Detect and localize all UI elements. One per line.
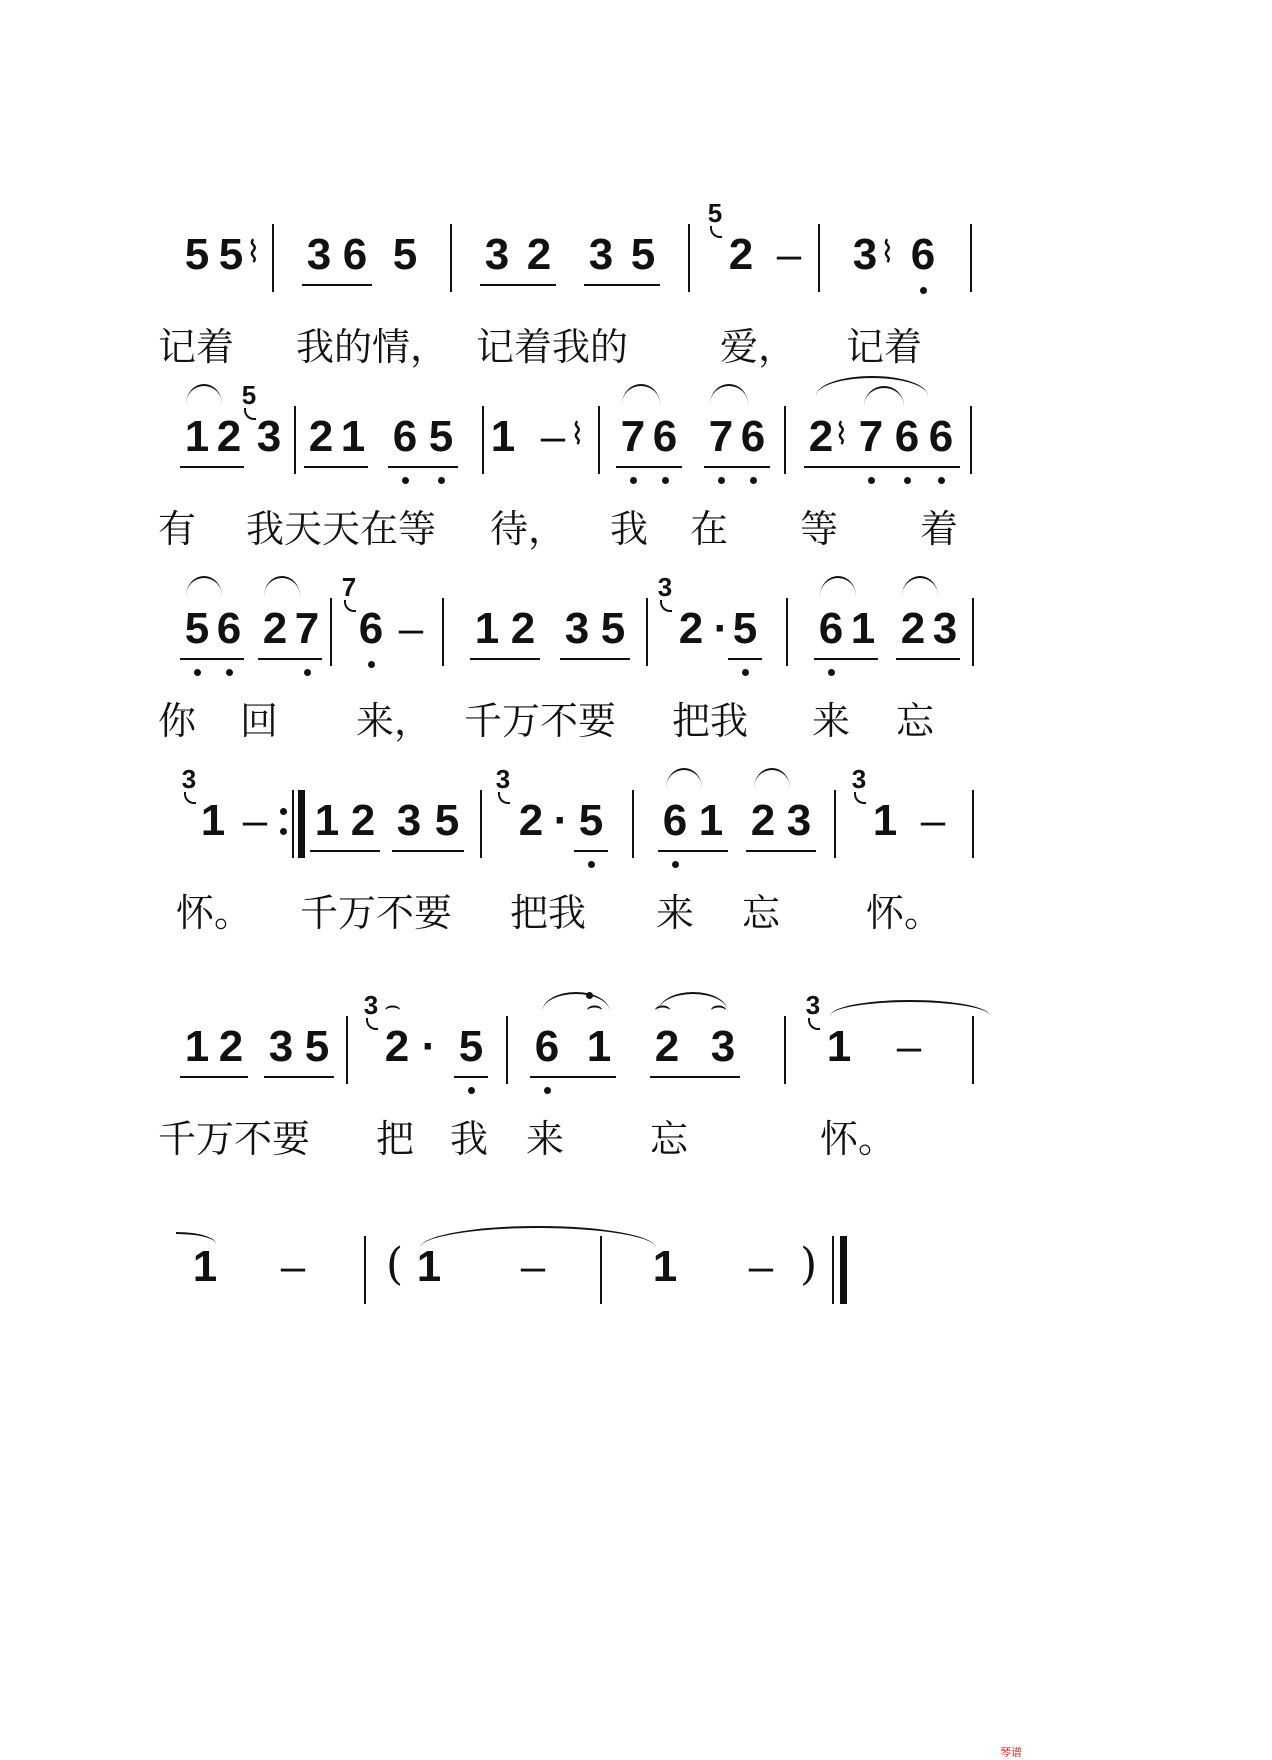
lyric: 把我 [672,699,749,743]
note: 5 [184,230,210,279]
note: 1 [698,796,724,845]
barline-final-thin [832,1236,834,1304]
note: 1 [314,796,340,845]
note: 3 [588,230,614,279]
barline [294,406,296,474]
note: 1 [474,604,500,653]
note-dash: – [242,796,268,845]
beam [388,466,458,468]
lyric: 我天天在等 [246,507,437,551]
note: 2 [262,604,288,653]
slur [264,576,300,596]
beam [658,850,728,852]
lyric: 千万不要 [464,699,617,743]
note-low: 6 [736,412,770,462]
notes-row [180,574,1120,684]
slur [820,576,856,596]
footer-watermark: 琴谱 [1000,1746,1022,1759]
beam [454,1076,488,1078]
note-dash: – [920,796,946,845]
beam [704,466,770,468]
lyric: 忘 [650,1117,689,1161]
lyric: 有 [158,507,197,551]
note: 2 [518,796,544,845]
note-low: 6 [388,412,422,462]
note-high-fermata: ⌢ 1 [582,1022,616,1072]
lyric: 记着 [158,325,235,369]
barline [480,790,482,858]
barline [292,790,294,858]
note: 2 [900,604,926,653]
lyric: 怀。 [820,1117,897,1161]
barline [364,1236,366,1304]
note: 5 [600,604,626,653]
note-dash: – [776,230,802,279]
note: 2 [526,230,552,279]
note-dash: – [748,1242,774,1291]
lyric: 来 [812,699,851,743]
lyric: 等 [800,507,839,551]
barline [346,1016,348,1084]
note-low: 5 [574,796,608,846]
notes-row [180,1212,1120,1322]
note: 6 [342,230,368,279]
note-fermata: ⌢ 3 [706,1022,740,1072]
grace-note: 3 [492,766,514,792]
lyric: 忘 [896,699,935,743]
barline [272,224,274,292]
barline [970,406,972,474]
beam [470,658,540,660]
barline [450,224,452,292]
lyric: 千万不要 [300,891,453,935]
barline [784,406,786,474]
note: 1 [850,604,876,653]
slur [754,768,790,788]
note: 5 [434,796,460,845]
beam [480,284,556,286]
note: 5 [218,230,244,279]
barline [972,790,974,858]
note-low: 5 [424,412,458,462]
barline [482,406,484,474]
beam [746,850,816,852]
lyric: 回 [240,699,279,743]
note: 5 [304,1022,330,1071]
note-dash: – [520,1242,546,1291]
lyric: 来 [526,1117,565,1161]
note-low: 6 [658,796,692,846]
note: 3 [256,412,282,461]
barline [598,406,600,474]
beam [180,466,244,468]
note-low: 6 [906,230,940,280]
lyric: 把 [376,1117,415,1161]
note-low: 7 [704,412,738,462]
note-low: 7 [616,412,650,462]
note: 1 [184,412,210,461]
lyric: 把我 [510,891,587,935]
note: 3 [564,604,590,653]
beam [584,284,660,286]
note: 3 [268,1022,294,1071]
note-low: 6 [814,604,848,654]
slur [186,384,222,404]
slur [902,576,938,596]
lyric: 怀。 [866,891,943,935]
augmentation-dot: · [421,1022,437,1071]
note-low: 6 [890,412,924,462]
notes-row [180,200,1120,310]
note: 1 [490,412,516,461]
barline [330,598,332,666]
note-dash: – [896,1022,922,1071]
lyric: 记着我的 [476,325,629,369]
barline [600,1236,602,1304]
barline [972,1016,974,1084]
slide-mark: ⌇ [570,417,585,452]
note: 1 [652,1242,678,1291]
note: 1 [416,1242,442,1291]
note-low: 7 [854,412,888,462]
beam [392,850,464,852]
note-low: 6 [648,412,682,462]
notes-row [180,382,1120,492]
lyric: 千万不要 [158,1117,311,1161]
note-low: 7 [290,604,324,654]
barline-thick [298,790,305,858]
note: 1 [200,796,226,845]
note-low: 6 [924,412,958,462]
note: 5 [392,230,418,279]
beam [574,850,608,852]
note-fermata: ⌢ 2 [380,1022,414,1072]
barline [786,598,788,666]
barline [632,790,634,858]
note: 2 [350,796,376,845]
slur [186,576,222,596]
barline [834,790,836,858]
barline [784,1016,786,1084]
paren-open: ( [386,1239,404,1290]
note-low: 5 [728,604,762,654]
beam [650,1076,740,1078]
note: 2 [728,230,754,279]
beam [264,1076,334,1078]
paren-close: ) [800,1239,818,1290]
slide-mark: ⌇ [880,235,895,270]
note-low: 6 [530,1022,564,1072]
beam [896,658,960,660]
lyric: 忘 [742,891,781,935]
grace-note: 3 [654,574,676,600]
note: 3 [786,796,812,845]
note: 1 [340,412,366,461]
barline [646,598,648,666]
slur [830,1000,990,1016]
beam [814,658,878,660]
lyric: 我 [450,1117,489,1161]
beam [616,466,682,468]
note: 2 [678,604,704,653]
note: 3 [484,230,510,279]
lyric: 记着 [846,325,923,369]
note-low: 5 [180,604,214,654]
barline [972,598,974,666]
barline [688,224,690,292]
grace-note: 3 [360,992,382,1018]
grace-note: 5 [238,382,260,408]
note: 3 [306,230,332,279]
lyric: 来， [356,699,433,743]
note-dash: – [280,1242,306,1291]
beam [728,658,762,660]
note: 2 [808,412,834,461]
beam [560,658,630,660]
beam [180,1076,248,1078]
slur [710,384,748,404]
slur [666,768,702,788]
beam [304,466,368,468]
note: 1 [826,1022,852,1071]
note-low: 6 [354,604,388,654]
grace-note: 5 [704,200,726,226]
beam [258,658,322,660]
lyric: 在 [690,507,729,551]
repeat-dots [280,802,288,842]
note-low: 6 [212,604,246,654]
beam [310,850,380,852]
note: 2 [750,796,776,845]
note: 5 [630,230,656,279]
grace-note: 3 [178,766,200,792]
barline [506,1016,508,1084]
note-fermata: ⌢ 2 [650,1022,684,1072]
note-low: 5 [454,1022,488,1072]
grace-note: 3 [802,992,824,1018]
note: 1 [192,1242,218,1291]
slide-mark: ⌇ [834,417,849,452]
notes-row [180,766,1120,876]
note: 2 [510,604,536,653]
lyric: 爱， [720,325,797,369]
barline [970,224,972,292]
lyric: 怀。 [176,891,253,935]
slide-mark: ⌇ [246,235,261,270]
lyric: 我的情， [296,325,449,369]
beam [804,466,960,468]
grace-note: 3 [848,766,870,792]
note: 2 [216,412,242,461]
note: 2 [218,1022,244,1071]
lyric: 你 [158,699,197,743]
augmentation-dot: · [713,604,729,653]
note: 3 [396,796,422,845]
grace-note: 7 [338,574,360,600]
barline-final-thick [840,1236,847,1304]
note: 2 [308,412,334,461]
slur [622,384,660,404]
beam [302,284,372,286]
note: 3 [852,230,878,279]
note-dash: – [398,604,424,653]
note: 1 [184,1022,210,1071]
note-dash: – [540,412,566,461]
note: 1 [872,796,898,845]
beam [180,658,244,660]
barline [442,598,444,666]
barline [818,224,820,292]
note: 3 [932,604,958,653]
augmentation-dot: · [553,796,569,845]
beam [530,1076,616,1078]
lyric: 待， [490,507,567,551]
lyric: 着 [920,507,959,551]
lyric: 我 [610,507,649,551]
notes-row [180,992,1120,1102]
lyric: 来 [656,891,695,935]
